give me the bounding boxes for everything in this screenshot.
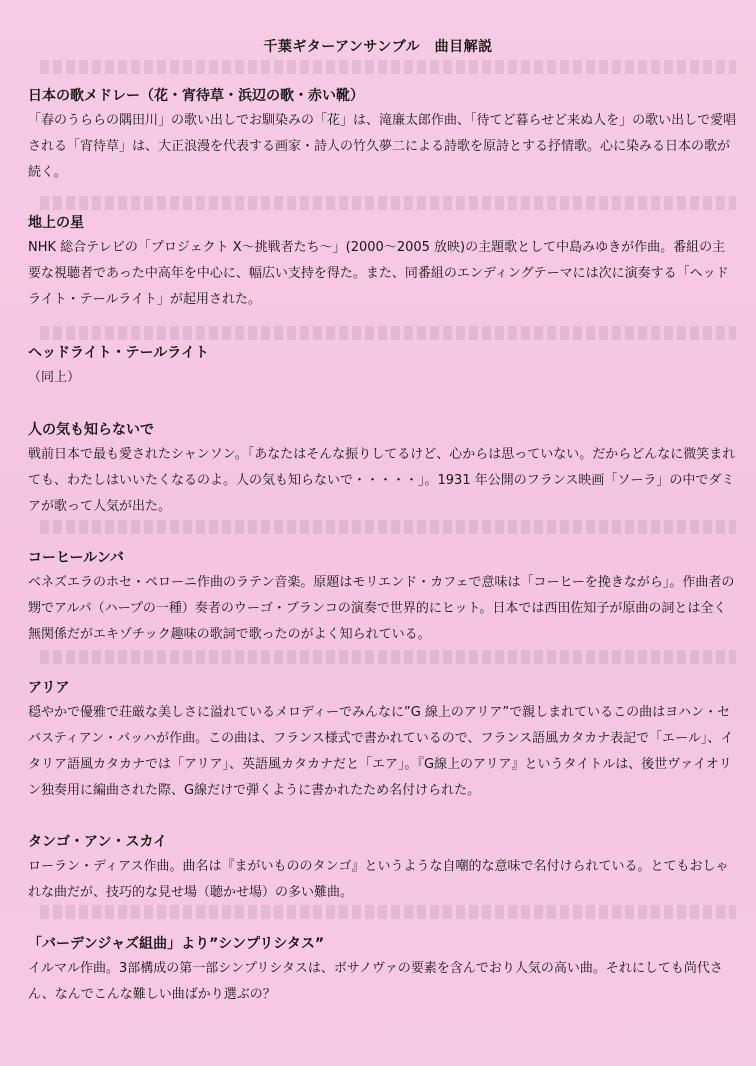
section-simplicitas xyxy=(28,932,738,1008)
section-heading: コーヒールンバ xyxy=(28,550,124,566)
show-through-text xyxy=(40,196,736,210)
section-coffee-rumba xyxy=(28,546,738,648)
section-body: 穏やかで優雅で荘厳な美しさに溢れているメロディーでみんなに”G 線上のアリア”で親しまれているこの曲はヨハン・セバスティアン・バッハが作曲。この曲は、フランス様式で書かれているので、フランス語風カタカナ表記で「エール」、イタリア語風カタカナでは「アリア」、英語風カタカナだと「エア」。『G線上のアリア』というタイトルは、後世ヴァイオリン独奏用に編曲された際、G線だけで弾くように書かれたため名付けられた。 xyxy=(28,705,734,798)
section-heading: アリア xyxy=(28,680,70,696)
section-chijou-no-hoshi xyxy=(28,211,738,313)
section-nihon-no-uta xyxy=(28,84,738,186)
show-through-text xyxy=(40,650,736,664)
section-body: 「春のうららの隅田川」の歌い出しでお馴染みの「花」は、滝廉太郎作曲、「待てど暮らせど来ぬ人を」の歌い出しで愛唱される「宵待草」は、大正浪漫を代表する画家・詩人の竹久夢二による詩歌を原詩とする抒情歌。心に染みる日本の歌が続く。 xyxy=(28,113,737,180)
show-through-text xyxy=(40,326,736,340)
section-body: 戦前日本で最も愛されたシャンソン。「あなたはそんな振りしてるけど、心からは思っていない。だからどんなに微笑まれても、わたしはいいたくなるのよ。人の気も知らないで・・・・・」。1931 年公開のフランス映画「ソーラ」の中でダミアが歌って人気が出た。 xyxy=(28,447,736,514)
section-body: イルマル作曲。3部構成の第一部シンプリシタスは、ボサノヴァの要素を含んでおり人気の高い曲。それにしても尚代さん、なんでこんな難しい曲ばかり選ぶの？ xyxy=(28,961,723,1002)
section-body: ベネズエラのホセ・ペローニ作曲のラテン音楽。原題はモリエンド・カフェで意味は「コーヒーを挽きながら」。作曲者の甥でアルパ（ハープの一種）奏者のウーゴ・ブランコの演奏で世界的にヒット。日本では西田佐知子が原曲の詞とは全く無関係だがエキゾチック趣味の歌詞で歌ったのがよく知られている。 xyxy=(28,575,735,642)
section-body: （同上） xyxy=(28,370,81,385)
section-tango-en-skai xyxy=(28,830,738,906)
section-heading: ヘッドライト・テールライト xyxy=(28,345,209,361)
show-through-text xyxy=(40,905,736,919)
section-headlight-taillight xyxy=(28,341,738,391)
section-body: ローラン・ディアス作曲。曲名は『まがいもののタンゴ』というような自嘲的な意味で名付けられている。とてもおしゃれな曲だが、技巧的な見せ場（聴かせ場）の多い難曲。 xyxy=(28,859,729,900)
document-title: 千葉ギターアンサンブル 曲目解説 xyxy=(263,39,493,55)
section-hito-no-ki-mo xyxy=(28,418,738,520)
section-heading: 「バーデンジャズ組曲」より”シンプリシタス” xyxy=(28,936,325,952)
section-heading: タンゴ・アン・スカイ xyxy=(28,834,168,850)
section-aria xyxy=(28,676,738,804)
section-body: NHK 総合テレビの「プロジェクト X～挑戦者たち～」(2000～2005 放映)の主題歌として中島みゆきが作曲。番組の主要な視聴者であった中高年を中心に、幅広い支持を得た。また、同番組のエンディングテーマには次に演奏する「ヘッドライト・テールライト」が起用された。 xyxy=(28,240,729,307)
section-heading: 地上の星 xyxy=(28,215,84,231)
show-through-text xyxy=(40,60,736,74)
section-heading: 日本の歌メドレー（花・宵待草・浜辺の歌・赤い靴） xyxy=(28,88,364,104)
show-through-text xyxy=(40,520,736,534)
section-heading: 人の気も知らないで xyxy=(28,422,154,438)
